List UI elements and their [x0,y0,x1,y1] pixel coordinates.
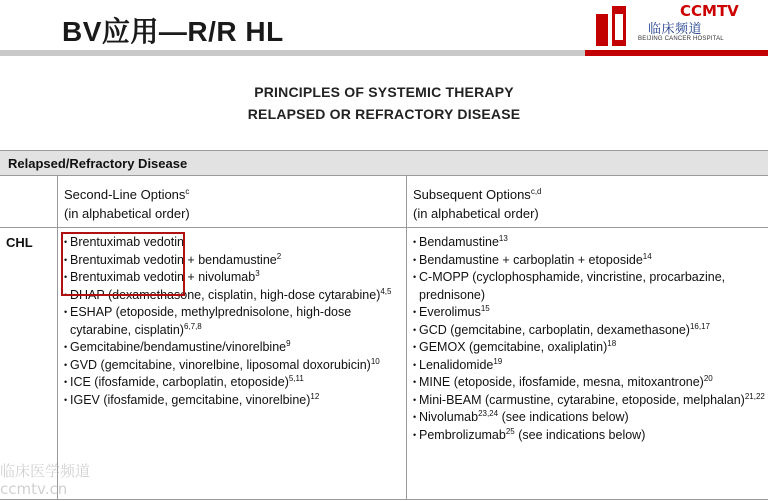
list-item [64,392,404,410]
list-item-text: MINE (etoposide, ifosfamide, mesna, mitoxantrone) [419,375,704,389]
footnote-ref: 2 [276,251,282,261]
footnote-ref: 3 [255,269,260,278]
list-item-text: Gemcitabine/bendamustine/vinorelbine [70,340,287,354]
row-label-chl: CHL [6,235,33,250]
list-item [413,322,765,340]
watermark [0,462,90,498]
list-item-text: Brentuximab vedotin + nivolumab [70,270,256,284]
footnote-ref: 15 [480,304,490,313]
footnote-ref: 21,22 [744,391,765,401]
hospital-mark-icon [594,4,634,48]
list-item [64,339,404,357]
footnote-ref: 10 [370,356,380,366]
list-item-text: ESHAP (etoposide, methylprednisolone, high-dose cytarabine, cisplatin) [70,305,352,337]
list-item [413,339,765,357]
second-line-header [64,182,190,223]
list-item [64,374,404,392]
list-item-text: IGEV (ifosfamide, gemcitabine, vinorelbine) [70,392,311,407]
list-item [64,357,404,375]
subsequent-list [413,234,765,444]
list-item [413,252,765,270]
subsequent-title: Subsequent Options [413,187,531,202]
list-item [413,234,765,252]
section-band [0,150,768,176]
list-item [413,269,765,304]
list-item-text: ICE (ifosfamide, carboplatin, etoposide) [70,375,289,389]
list-item [413,427,765,445]
brentuximab-highlight-box [61,232,185,296]
footnote-ref: 20 [703,374,713,383]
list-item-text: C-MOPP (cyclophosphamide, vincristine, procarbazine, prednisone) [419,270,726,302]
footnote-ref: 6,7,8 [183,321,202,331]
header-row-divider [0,227,768,228]
list-item-text: Lenalidomide [419,357,494,372]
list-item-text: DHAP (dexamethasone, cisplatin, high-dose cytarabine) [70,287,381,302]
footnote-ref: 18 [607,339,617,348]
list-item-text: Nivolumab [419,410,479,424]
footnote-ref: 23,24 [478,409,499,418]
ccmtv-brand: CCMTV [680,2,739,20]
subsequent-footnote: c,d [530,187,542,196]
list-item-text: GEMOX (gemcitabine, oxaliplatin) [419,340,608,354]
subsequent-subheader: (in alphabetical order) [413,206,539,221]
list-item [413,409,765,427]
second-line-subheader: (in alphabetical order) [64,206,190,221]
list-item [413,374,765,392]
hospital-name: BEIJING CANCER HOSPITAL [638,36,724,42]
channel-name: 临床频道 [648,22,703,37]
column-divider [406,176,407,500]
list-item-text: Bendamustine + carboplatin + etoposide [419,252,643,267]
list-item-text: Bendamustine [419,235,499,249]
footnote-ref: 12 [310,391,320,401]
heading-line-1: PRINCIPLES OF SYSTEMIC THERAPY [254,84,514,100]
second-line-footnote: c [185,187,190,196]
watermark-line-2: ccmtv.cn [0,480,68,498]
footnote-ref: 19 [493,356,503,366]
heading-line-2: RELAPSED OR REFRACTORY DISEASE [247,106,521,122]
title-divider [0,50,585,56]
footnote-ref: 14 [642,251,652,261]
list-item-text: Mini-BEAM (carmustine, cytarabine, etoposide, melphalan) [419,392,745,407]
list-item-text: Everolimus [419,305,481,319]
footnote-ref: 16,17 [689,321,711,331]
section-label: Relapsed/Refractory Disease [8,156,188,171]
footnote-ref: 25 [505,426,515,436]
list-item [413,357,765,375]
list-item [413,392,765,410]
list-item-note: (see indications below) [498,410,629,424]
subsequent-header [413,182,541,223]
footnote-ref: 13 [498,234,508,243]
footnote-ref: 5,11 [288,374,304,383]
list-item-text: Brentuximab vedotin + bendamustine [70,252,277,267]
list-item-text: Brentuximab vedotin [70,235,184,249]
watermark-line-1: 临床医学频道 [0,462,91,480]
slide-title: BV应用—R/R HL [62,16,284,47]
hospital-logo [590,0,768,50]
list-item-text: Pembrolizumab [419,427,506,442]
list-item [413,304,765,322]
list-item [64,304,404,339]
table-bottom-border [0,499,768,500]
logo-accent-bar [585,50,768,56]
footnote-ref: 4,5 [380,286,392,296]
list-item-text: GCD (gemcitabine, carboplatin, dexamethasone) [419,322,690,337]
column-divider [57,176,58,500]
list-item-note: (see indications below) [514,427,646,442]
footnote-ref: 9 [286,339,291,348]
second-line-title: Second-Line Options [64,187,186,202]
therapy-table [0,150,768,500]
list-item-text: GVD (gemcitabine, vinorelbine, liposomal doxorubicin) [70,357,371,372]
